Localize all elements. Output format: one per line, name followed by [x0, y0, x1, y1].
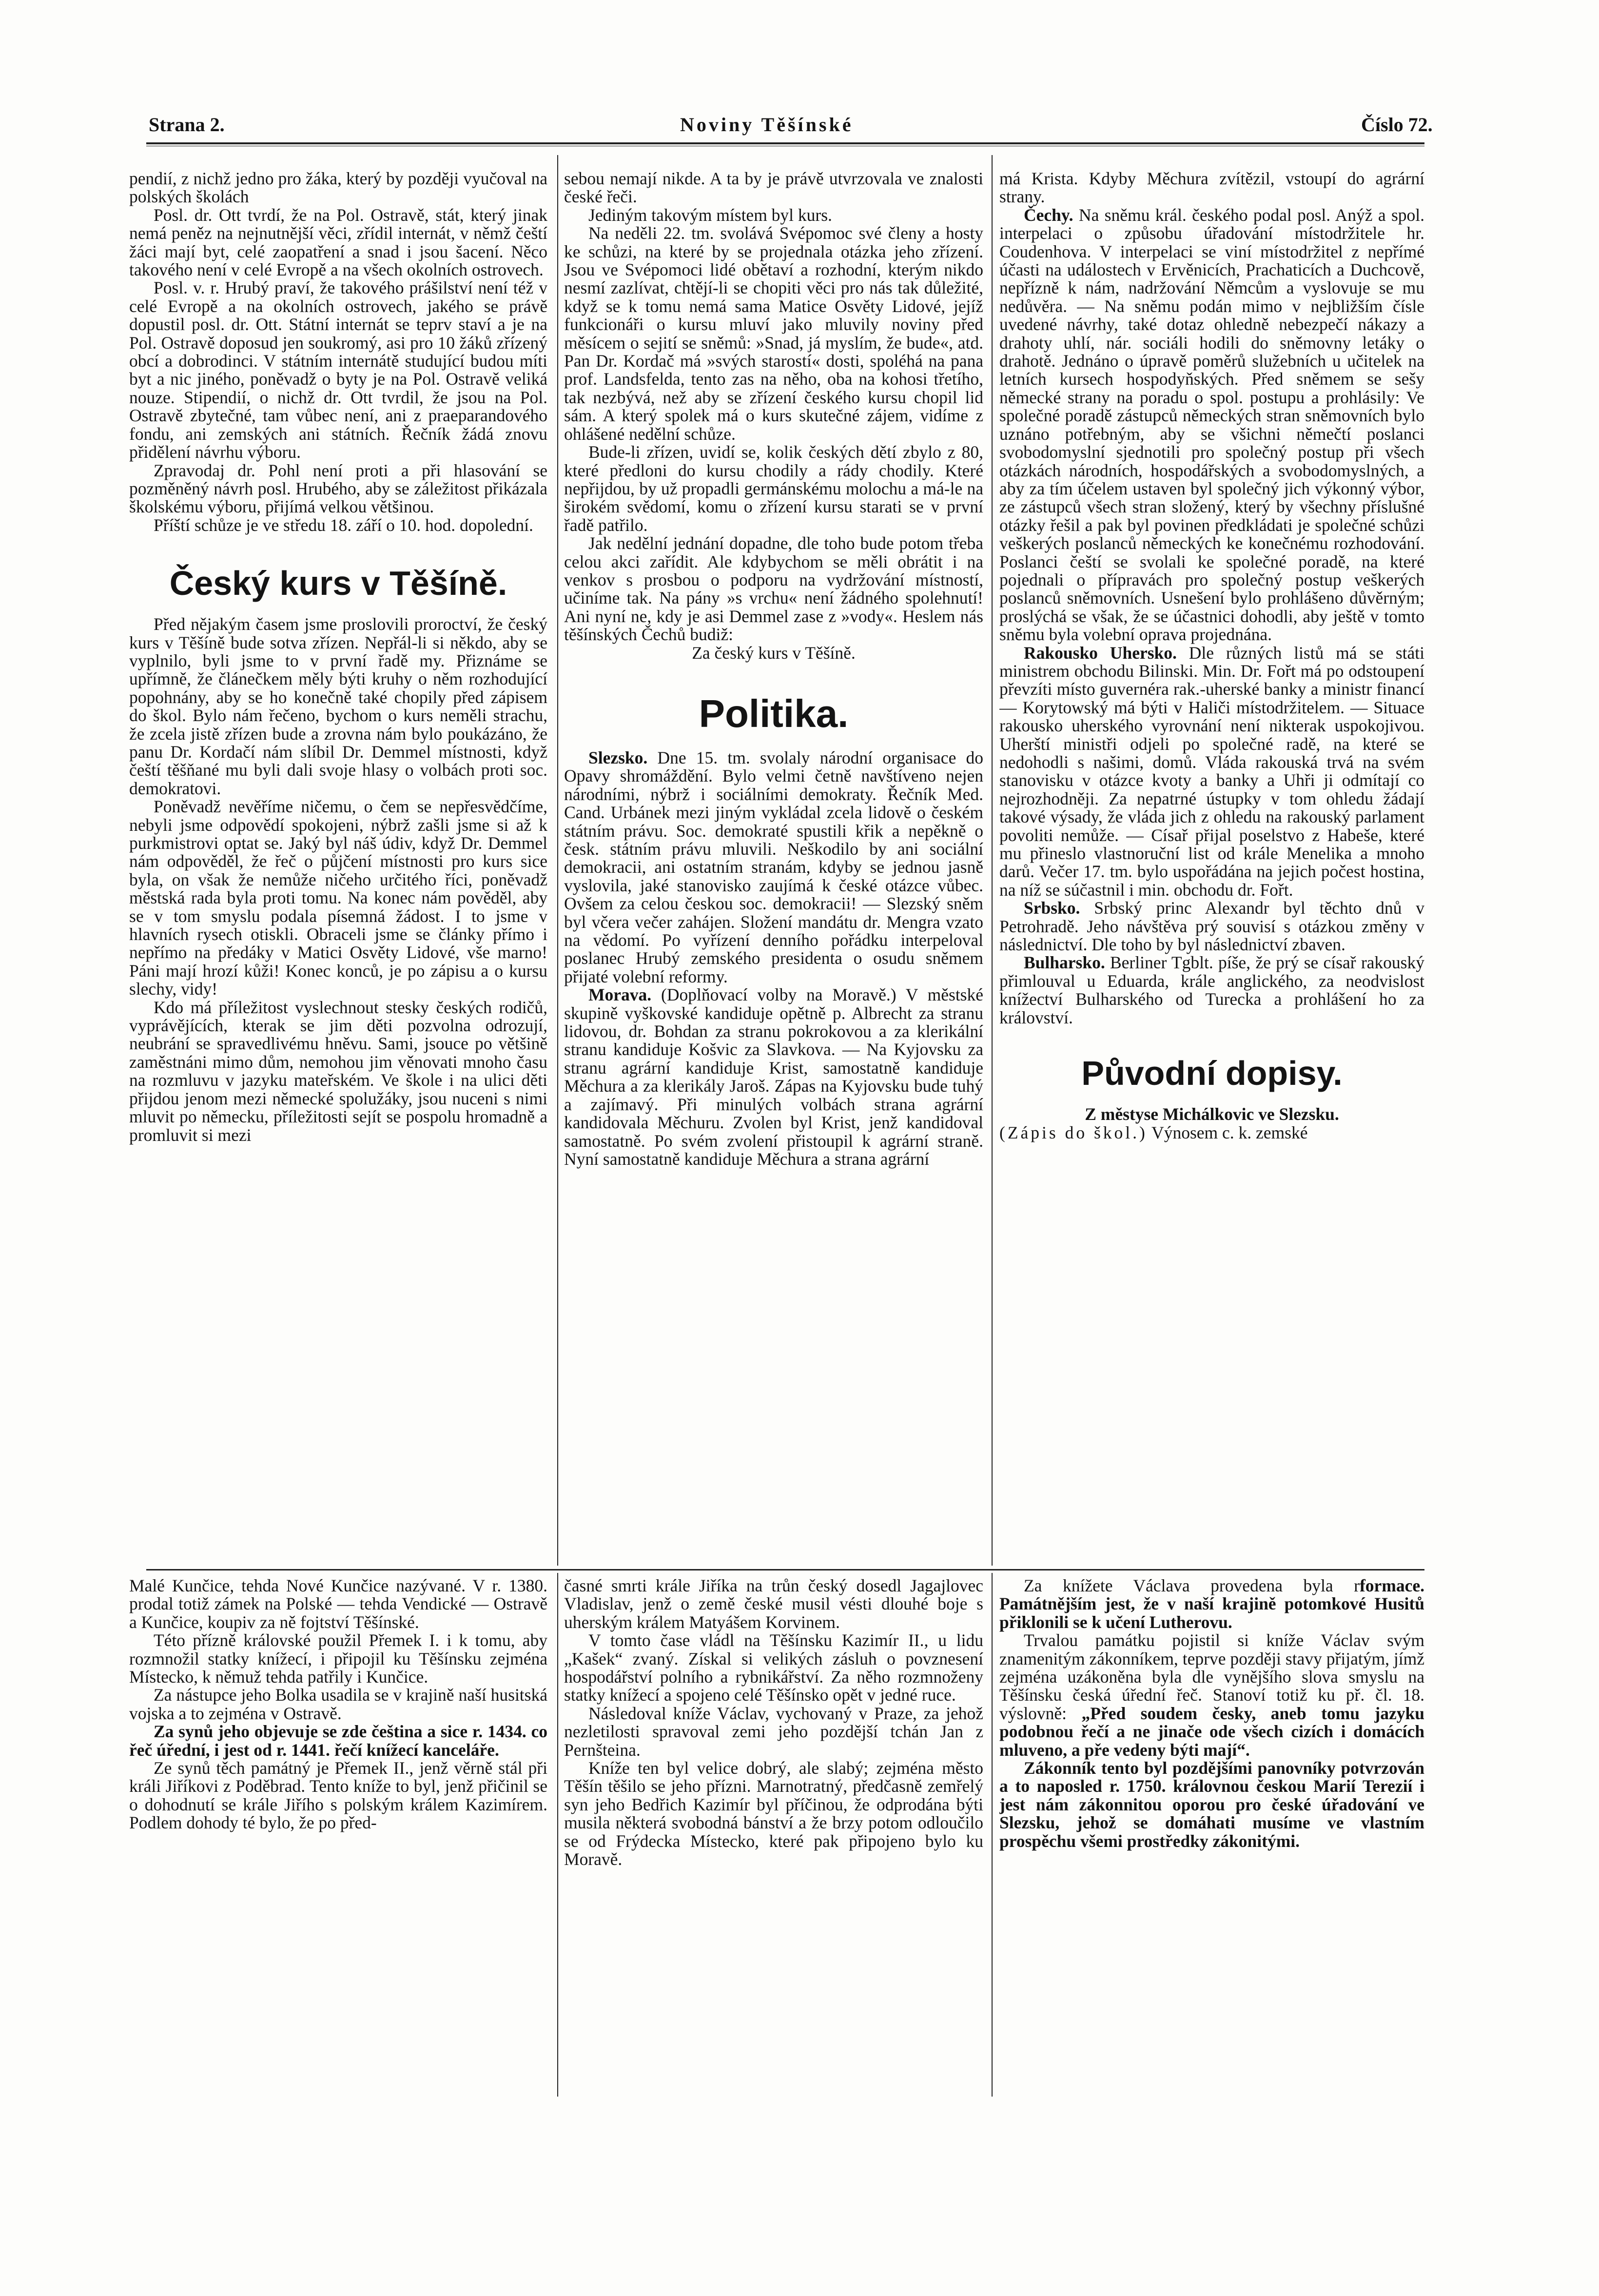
- section-heading-puvodni-dopisy: Původní dopisy.: [1081, 1054, 1343, 1093]
- paragraph: Kdo má příležitost vyslechnout stesky českých rodičů, vyprávějících, kterak se jim děti pozvolna odrozují, neubrání se spravedlivému hněvu. Sami, jsouce po většině zaměstnáni mimo dům, nemohou jim věnovati mnoho času na rozmluvu v jazyku mateřském. Ve škole i na ulici děti přijdou jenom mezi německé spolužáky, jsou nuceni s nimi mluvit po německu, příležitosti sejít se pospolu hromadně a promluvit si mezi: [129, 997, 547, 1145]
- bottom-column-rule-1: [557, 1573, 558, 2097]
- paragraph: pendií, z nichž jedno pro žáka, který by později vyučoval na polských školách: [129, 170, 547, 207]
- article-heading-cesky-kurs: Český kurs v Těšíně.: [169, 564, 507, 603]
- paragraph: [564, 986, 983, 1168]
- quoted-law: „Před soudem česky, aneb tomu jazyku podobnou řečí a ne jinače ode všech cizích i domácích mluveno, a pře vedeny býti mají“.: [999, 1703, 1424, 1760]
- paragraph: sebou nemají nikde. A ta by je právě utvrzovala ve znalosti české řeči.: [564, 170, 983, 207]
- paragraph: Na neděli 22. tm. svolává Svépomoc své členy a hosty ke schůzi, na které by se projednala otázka jeho zřízení. Jsou ve Svépomoci lidé obětaví a rozhodní, kterým nikdo nesmí zazlívat, chtějí-li se chopiti věci pro nás tak důležité, když se k tomu nemá sama Matice Osvěty Lidové, jejíž funkcionáři o kursu mluví jako mluvily noviny před měsícem o sejití se sněmů: »Snad, já myslím, že bude«, atd. Pan Dr. Kordač má »svých starostí« dosti, spoléhá na pana prof. Landsfelda, tento zas na něho, oba na kohosi třetího, tak nezbývá, než aby se zřízení českého kursu chopil lid sám. A který spolek má o kurs skutečné zájem, vidíme z ohlášené nedělní schůze.: [564, 223, 983, 444]
- region-label: Slezsko.: [588, 747, 648, 767]
- section-heading-politika: Politika.: [699, 691, 849, 735]
- paragraph: Následoval kníže Václav, vychovaný v Praze, za jehož nezletilosti spravoval zemi jeho pozdější tchán Jan z Pernšteina.: [564, 1703, 983, 1760]
- bottom-column-1: [129, 1577, 547, 2099]
- header-rule: [146, 142, 1424, 144]
- paragraph: [999, 899, 1424, 954]
- paragraph-text: Dne 15. tm. svolaly národní organisace do Opavy shromáždění. Bylo velmi četně navštíveno nejen národními, nýbrž i sociálními demokraty. Řečník Med. Cand. Urbánek mezi jiným vykládal zcela lidově o českém státním právu. Soc. demokraté spustili křik a nepěkně o česk. státním právu mluvili. Neškodilo by ani sociální demokracii, ani ostatním stranám, kdyby se jednou jasně vyslovila, jaké stanovisko zaujímá k české otázce vůbec. Ovšem za celou českou soc. demokracii! — Slezský sněm byl včera večer zahájen. Složení mandátu dr. Mengra vzato na vědomí. Po vyřízení denního pořádku interpeloval poslanec Hrubý zemského presidenta o osudu sněmem přijaté volební reformy.: [564, 747, 983, 986]
- paragraph: Jak nedělní jednání dopadne, dle toho bude potom třeba celou akci zařídit. Ale kdybychom se měli obrátit i na venkov s prosbou o podporu na vydržování místností, učiníme tak. Na pány »s vrchu« není žádného spolehnutí! Ani nyní ne, kdy je asi Demmel zase z »vody«. Heslem nás těšínských Čechů budiž:: [564, 533, 983, 645]
- region-label: Rakousko Uhersko.: [1024, 643, 1177, 663]
- paragraph: [999, 1631, 1424, 1759]
- paragraph: má Krista. Kdyby Měchura zvítězil, vstoupí do agrární strany.: [999, 170, 1424, 207]
- paragraph: Kníže ten byl velice dobrý, ale slabý; zejména město Těšín těšilo se jeho přízni. Marnotratný, předčasně zemřelý syn jeho Bedřich Kazimír byl příčinou, že odprodána býti musila některá svobodná bánství a že brzy potom odloučilo se od Frýdecka Místecko, které pak připojeno bylo ku Moravě.: [564, 1758, 983, 1869]
- paragraph: Jediným takovým místem byl kurs.: [588, 205, 832, 225]
- paragraph: Poněvadž nevěříme ničemu, o čem se nepřesvědčíme, nebyli jsme odpovědí spokojeni, nýbrž zašli jsme si až k purkmistrovi optat se. Jaký byl náš údiv, když Dr. Demmel nám odpověděl, že řeč o půjčení místnosti pro kurs sice byla, on však že nemůže ničeho určitého říci, poněvadž městská rada byla proti tomu. Na konec nám pověděl, aby se v tom smyslu podala písemná žádost. I to jsme v hlavních rysech otiskli. Obraceli jsme se články přímo i nepřímo na předáky v Matici Osvěty Lidové, vše marno! Páni mají hrozí kůži! Konec konců, je po zápisu a o kursu slechy, vidy!: [129, 797, 547, 999]
- paragraph: V tomto čase vládl na Těšínsku Kazimír II., u lidu „Kašek“ zvaný. Získal si velikých zásluh o povznesení hospodářství polního a rybnikářství. Za něho rozmnoženy statky knížecí a spojeno celé Těšínsko opět v jedné ruce.: [564, 1630, 983, 1705]
- paragraph-text: Za knížete Václava provedena byla r: [1024, 1577, 1360, 1595]
- region-label: Čechy.: [1024, 205, 1073, 225]
- paragraph: Bude-li zřízen, uvidí se, kolik českých dětí zbylo z 80, které předloni do kursu chodily a rády chodily. Které nepřijdou, by už propadli germánskému molochu a má-le na širokém svědomí, komu o zřízení kursu starati se v první řadě patřilo.: [564, 442, 983, 535]
- region-label: Srbsko.: [1024, 898, 1080, 918]
- paragraph: Posl. dr. Ott tvrdí, že na Pol. Ostravě, stát, který jinak nemá peněz na nejnutnější věci, zřídil internát, v němž čeští žáci mají byt, celé zaopatření a snad i jsou šacení. Něco takového není v celé Evropě a na všech okolních ostrovech.: [129, 205, 547, 280]
- paragraph: [999, 644, 1424, 900]
- paragraph: Za synů jeho objevuje se zde čeština a sice r. 1434. co řeč úřední, i jest od r. 1441. řečí knížecí kanceláře.: [129, 1722, 547, 1760]
- slogan-line: Za český kurs v Těšíně.: [692, 643, 856, 663]
- header-masthead: Noviny Těšínské: [680, 114, 854, 136]
- header-page-number: Strana 2.: [149, 114, 225, 136]
- region-label: Bulharsko.: [1024, 953, 1105, 973]
- paragraph-text: (Doplňovací volby na Moravě.) V městské skupině vyškovské kandiduje opětně p. Albrecht za stranu lidovou, dr. Bohdan za stranu pokrokovou a za klerikální stranu kandiduje Košvic za Slavkova. — Na Kyjovsku za stranu agrární kandiduje Krist, samostatně kandiduje Měchura a za klerikály Jaroš. Zápas na Kyjovsku bude tuhý a zajímavý. Při minulých volbách strana agrární kandidovala Měchuru. Zvolen byl Krist, jenž kandidoval samostatně. Po svém zvolení přistoupil k agrární straně. Nyní samostatně kandiduje Měchura a strana agrární: [564, 985, 983, 1169]
- dateline: Z městyse Michálkovic ve Slezsku.: [1085, 1104, 1339, 1124]
- column-2: [564, 170, 983, 1566]
- paragraph: [999, 206, 1424, 644]
- column-3: [999, 170, 1424, 1566]
- paragraph-text: Výnosem c. k. zemské: [1147, 1122, 1308, 1142]
- paragraph-text: Srbský princ Alexandr byl těchto dnů v Petrohradě. Jeho návštěva prý souvisí s otázkou změny v následnictví. Dle toho by byl následnictví zbaven.: [999, 898, 1424, 955]
- section-divider: [146, 1569, 1424, 1570]
- paragraph: Této přízně královské použil Přemek I. i k tomu, aby rozmnožil statky knížecí, i připojil ku Těšínsku zejména Místecko, k němuž tehda patřily i Kunčice.: [129, 1630, 547, 1687]
- paragraph: časné smrti krále Jiříka na trůn český dosedl Jagajlovec Vladislav, jenž o země české musil vésti dlouhé boje s uherským králem Matyášem Korvinem.: [564, 1577, 983, 1632]
- paragraph: Za nástupce jeho Bolka usadila se v krajině naší husitská vojska a to zejména v Ostravě.: [129, 1685, 547, 1723]
- paragraph: Ze synů těch památný je Přemek II., jenž věrně stál při králi Jiříkovi z Poděbrad. Tento kníže to byl, jenž přičinil se o dohodnutí se krále Jiřího s polským králem Kazimírem. Podlem dohody té bylo, že po před-: [129, 1758, 547, 1833]
- paragraph: Posl. v. r. Hrubý praví, že takového prášilství není též v celé Evropě a na okolních ostrovech, jakého se právě dopustil posl. dr. Ott. Státní internát se teprv staví a je na Pol. Ostravě doposud jen soukromý, asi pro 10 žáků zřízený obcí a dobrodinci. V státním internátě studující budou míti byt a nic jiného, poněvadž o byty je na Pol. Ostravě veliká nouze. Stipendií, o nichž dr. Ott tvrdil, že jsou na Pol. Ostravě zbytečné, tam vůbec není, ani z praeparandového fondu, ani zemských ani státních. Řečník žádá znovu přidělení návrhu výboru.: [129, 278, 547, 462]
- paragraph: [564, 749, 983, 986]
- bottom-column-3: [999, 1577, 1424, 2099]
- paragraph-emphasis: formace. Památnějším jest, že v naší krajině potomkové Husitů přiklonili se k učení Lutherovu.: [999, 1577, 1424, 1632]
- paragraph: Zákonník tento byl pozdějšími panovníky potvrzován a to naposled r. 1750. královnou českou Marií Terezií i jest nám zákonnitou oporou pro české úřadování ve Slezsku, jehož se domáhati musíme ve vlastním prospěchu všemi prostředky zákonitými.: [999, 1758, 1424, 1851]
- paragraph-text: Berliner Tgblt. píše, že prý se císař rakouský přimlouval u Eduarda, krále anglického, za neodvislost knížectví Bulharského od Turecka a prohlášení ho za království.: [999, 953, 1424, 1027]
- paragraph: [999, 954, 1424, 1027]
- column-rule-2: [992, 155, 993, 1566]
- paragraph: Před nějakým časem jsme proslovili proroctví, že český kurs v Těšíně bude sotva zřízen. Nepřál-li si někdo, aby se vyplnilo, byli jsme to v první řadě my. Přiznáme se upřímně, že článečkem měly býti kruhy o něm rozhodující popohnány, aby se ho konečně také chopily před zápisem do škol. Bylo nám řečeno, bychom o kurs neměli strachu, že zcela jistě zřízen bude a zrovna nám bylo poukázáno, že panu Dr. Kordačí nám slíbil Dr. Demmel místnosti, když čeští těšňané mu byli dali svoje hlasy o volbách proti soc. demokratovi.: [129, 614, 547, 798]
- paragraph: Malé Kunčice, tehda Nové Kunčice nazývané. V r. 1380. prodal totiž zámek na Polské — tehda Vendické — Ostravě a Kunčice, koupiv za ně fojtství Těšínské.: [129, 1577, 547, 1632]
- bottom-column-2: [564, 1577, 983, 2099]
- paragraph-text: Trvalou památku pojistil si kníže Václav svým znamenitým zákonníkem, teprve později stavy přijatým, jímž zejména uzákoněna byla dle vynějšího slova smyslu na Těšínsku česká úřední řeč. Stanoví totiž ku př. čl. 18. výslovně:: [999, 1630, 1424, 1723]
- paragraph: Příští schůze je ve středu 18. září o 10. hod. dopolední.: [154, 515, 533, 535]
- paragraph: [999, 1124, 1424, 1142]
- paragraph-text: Na sněmu král. českého podal posl. Anýž a spol. interpelaci o způsobu úřadování místodržitele hr. Coudenhova. V interpelaci se viní místodržitel z nepřímé účasti na událostech v Ervěnicích, Prachaticích a Duchcově, nepřízně k nám, nadržování Němcům a vyslovuje se mu nedůvěra. — Na sněmu podán mimo v nejbližším čísle uvedené návrhy, také dotaz ohledně nebezpečí nákazy a drahoty uhlí, nár. sociáli hodili do sněmovny letáky o drahotě. Jednáno o úpravě poměrů služebních u učitelek na letních kursech hospodyňských. Před sněmem se sešy německé strany na poradu o spol. postupu a prohlásily: Ve společné poradě zástupců německých stran sněmovních bylo uznáno potřebným, aby se všichni němečtí poslanci svobodomyslní sjednotili pro společný postup při všech otázkách národních, hospodářských a svobodomyslných, a aby za tím účelem ustaven byl společný jich výkonný výbor, ze zástupců všech stran složený, který by všechny příslušné otázky řešil a pak byl povinen předkládati je společné schůzi veškerých poslanců německých ke konečnému rozhodování. Poslanci čeští se svolali ke společné poradě, na které pojednali o přípravách pro společný postup veškerých poslanců sněmovních. Usnešení bylo prohlášeno důvěrným; proslýchá se však, že se účastnici dohodli, aby ještě v tomto sněmu byla volební oprava projednána.: [999, 205, 1424, 645]
- subtitle: (Zápis do škol.): [999, 1122, 1148, 1142]
- paragraph: [999, 1577, 1424, 1631]
- bottom-column-rule-2: [992, 1573, 993, 2097]
- column-rule-1: [557, 155, 558, 1566]
- paragraph-text: Dle různých listů má se státi ministrem obchodu Bilinski. Min. Dr. Fořt má po odstoupení převzíti místo guvernéra rak.-uherské banky a ministr financí — Korytowský má býti v Haliči místodržitelem. — Situace rakousko uherského vyrovnání není nikterak uspokojivou. Uherští ministři odjeli po společné radě, na které se nedohodli s našimi, domů. Vláda rakouská trvá na svém stanovisku v otázce kvoty a banky a Uhři ji odmítají co nejrozhodněji. Za nepatrné ústupky v tom ohledu žádají takové výsady, že vláda jich z ohledu na rakouský parlament povoliti nemůže. — Císař přijal poselstvo z Habeše, které mu přineslo vlastnoruční list od krále Menelika a mnoho darů. Večer 17. tm. bylo uspořádána na jejich počest hostina, na níž se súčastnil i min. obchodu dr. Fořt.: [999, 643, 1424, 900]
- header-issue-number: Číslo 72.: [1361, 114, 1433, 136]
- paragraph: Zpravodaj dr. Pohl není proti a při hlasování se pozměněný návrh posl. Hrubého, aby se záležitost přikázala školskému výboru, přijímá velkou většinou.: [129, 460, 547, 517]
- region-label: Morava.: [588, 985, 652, 1005]
- column-1: [129, 170, 547, 1566]
